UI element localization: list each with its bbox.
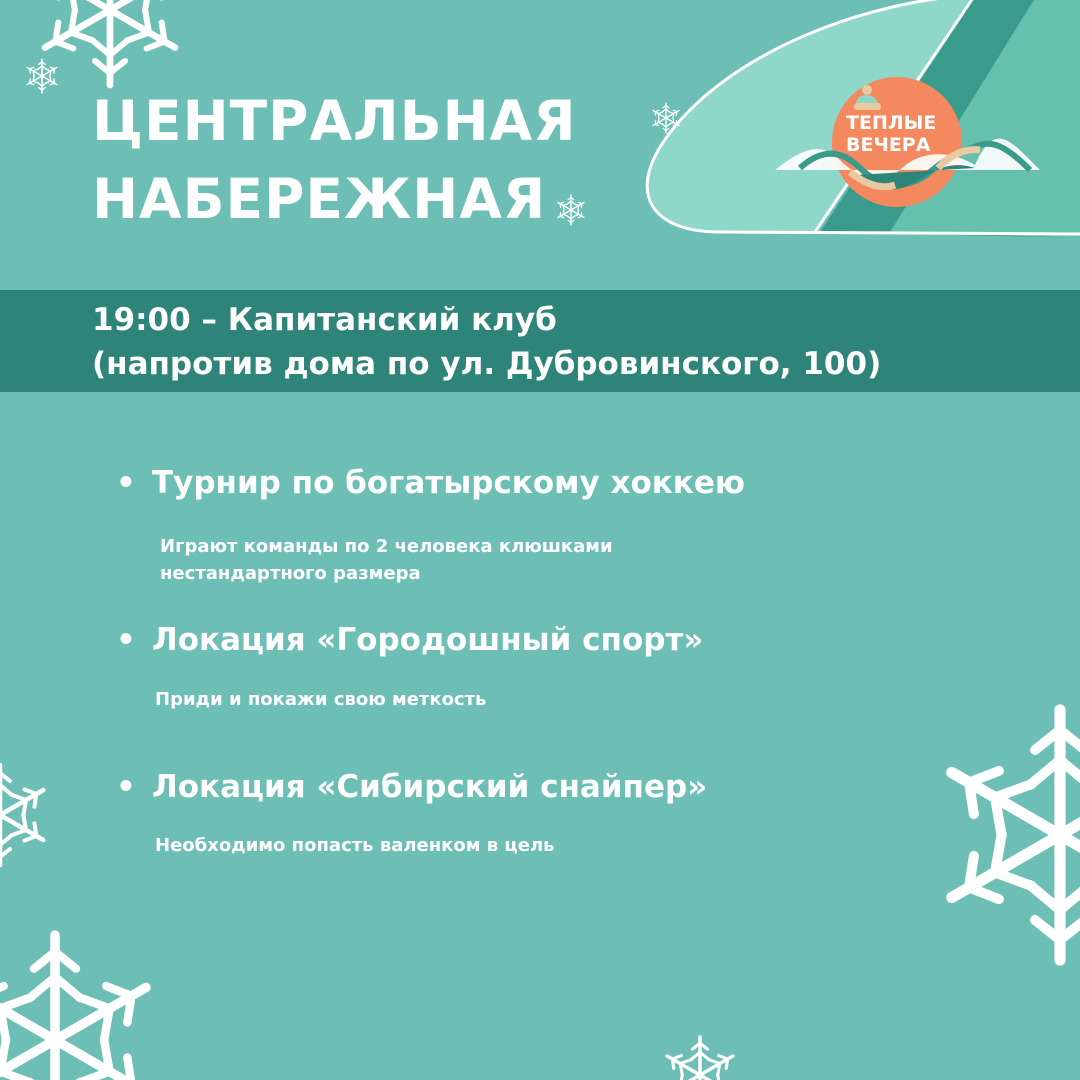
snowflake-icon (0, 765, 49, 865)
logo-text (846, 112, 966, 156)
snowflake-icon (937, 710, 1080, 960)
page-title-line1: ЦЕНТРАЛЬНАЯ (92, 89, 577, 153)
event-title-text: Турнир по богатырскому хоккею (152, 465, 746, 501)
event-description-line: Необходимо попасть валенком в цель (155, 835, 555, 856)
bullet-icon: • (116, 769, 136, 805)
schedule-band-text (92, 298, 881, 386)
event-title (116, 620, 703, 660)
bullet-icon: • (116, 622, 136, 658)
event-title (116, 767, 707, 807)
event-description (155, 686, 486, 713)
snowflake-icon (663, 1037, 738, 1080)
event-title-text: Локация «Сибирский снайпер» (152, 769, 708, 805)
event-title (116, 463, 745, 503)
page-title (92, 82, 577, 238)
bullet-icon: • (116, 465, 136, 501)
logo-line2: ВЕЧЕРА (846, 134, 931, 156)
event-title-text: Локация «Городошный спорт» (152, 622, 704, 658)
schedule-address: (напротив дома по ул. Дубровинского, 100) (92, 346, 882, 382)
event-description-line: нестандартного размера (160, 563, 421, 584)
snowflake-icon (36, 0, 184, 85)
snowflake-icon (0, 935, 159, 1080)
schedule-time-place: 19:00 – Капитанский клуб (92, 302, 557, 338)
event-description (160, 533, 613, 587)
event-description-line: Приди и покажи свою меткость (155, 689, 487, 710)
snowflake-icon (25, 59, 59, 93)
event-description (155, 832, 555, 859)
page-title-line2: НАБЕРЕЖНАЯ (92, 167, 547, 231)
event-description-line: Играют команды по 2 человека клюшками (160, 536, 613, 557)
logo-line1: ТЕПЛЫЕ (846, 112, 937, 134)
